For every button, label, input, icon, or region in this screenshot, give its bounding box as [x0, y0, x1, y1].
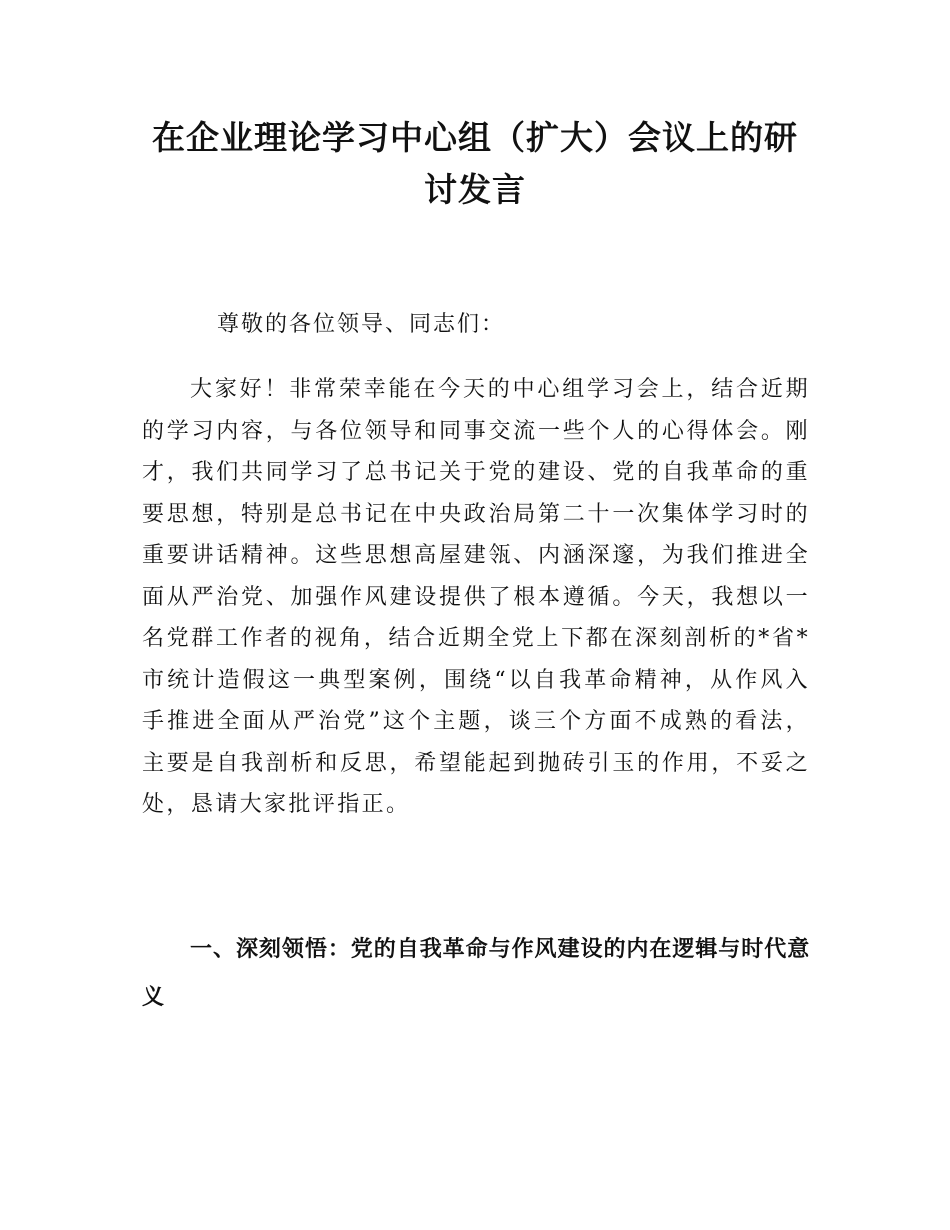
body-paragraph: 大家好！非常荣幸能在今天的中心组学习会上，结合近期的学习内容，与各位领导和同事交流一些个人的心得体会。刚才，我们共同学习了总书记关于党的建设、党的自我革命的重要思想，特别是总书记在中央政治局第二十一次集体学习时的重要讲话精神。这些思想高屋建瓴、内涵深邃，为我们推进全面从严治党、加强作风建设提供了根本遵循。今天，我想以一名党群工作者的视角，结合近期全党上下都在深刻剖析的*省*市统计造假这一典型案例，围绕“以自我革命精神，从作风入手推进全面从严治党”这个主题，谈三个方面不成熟的看法，主要是自我剖析和反思，希望能起到抛砖引玉的作用，不妥之处，恳请大家批评指正。 [142, 377, 810, 817]
document-title: 在企业理论学习中心组（扩大）会议上的研讨发言 [152, 118, 798, 209]
salutation: 尊敬的各位领导、同志们： [217, 312, 506, 337]
section-heading: 一、深刻领悟：党的自我革命与作风建设的内在逻辑与时代意义 [142, 937, 810, 1010]
